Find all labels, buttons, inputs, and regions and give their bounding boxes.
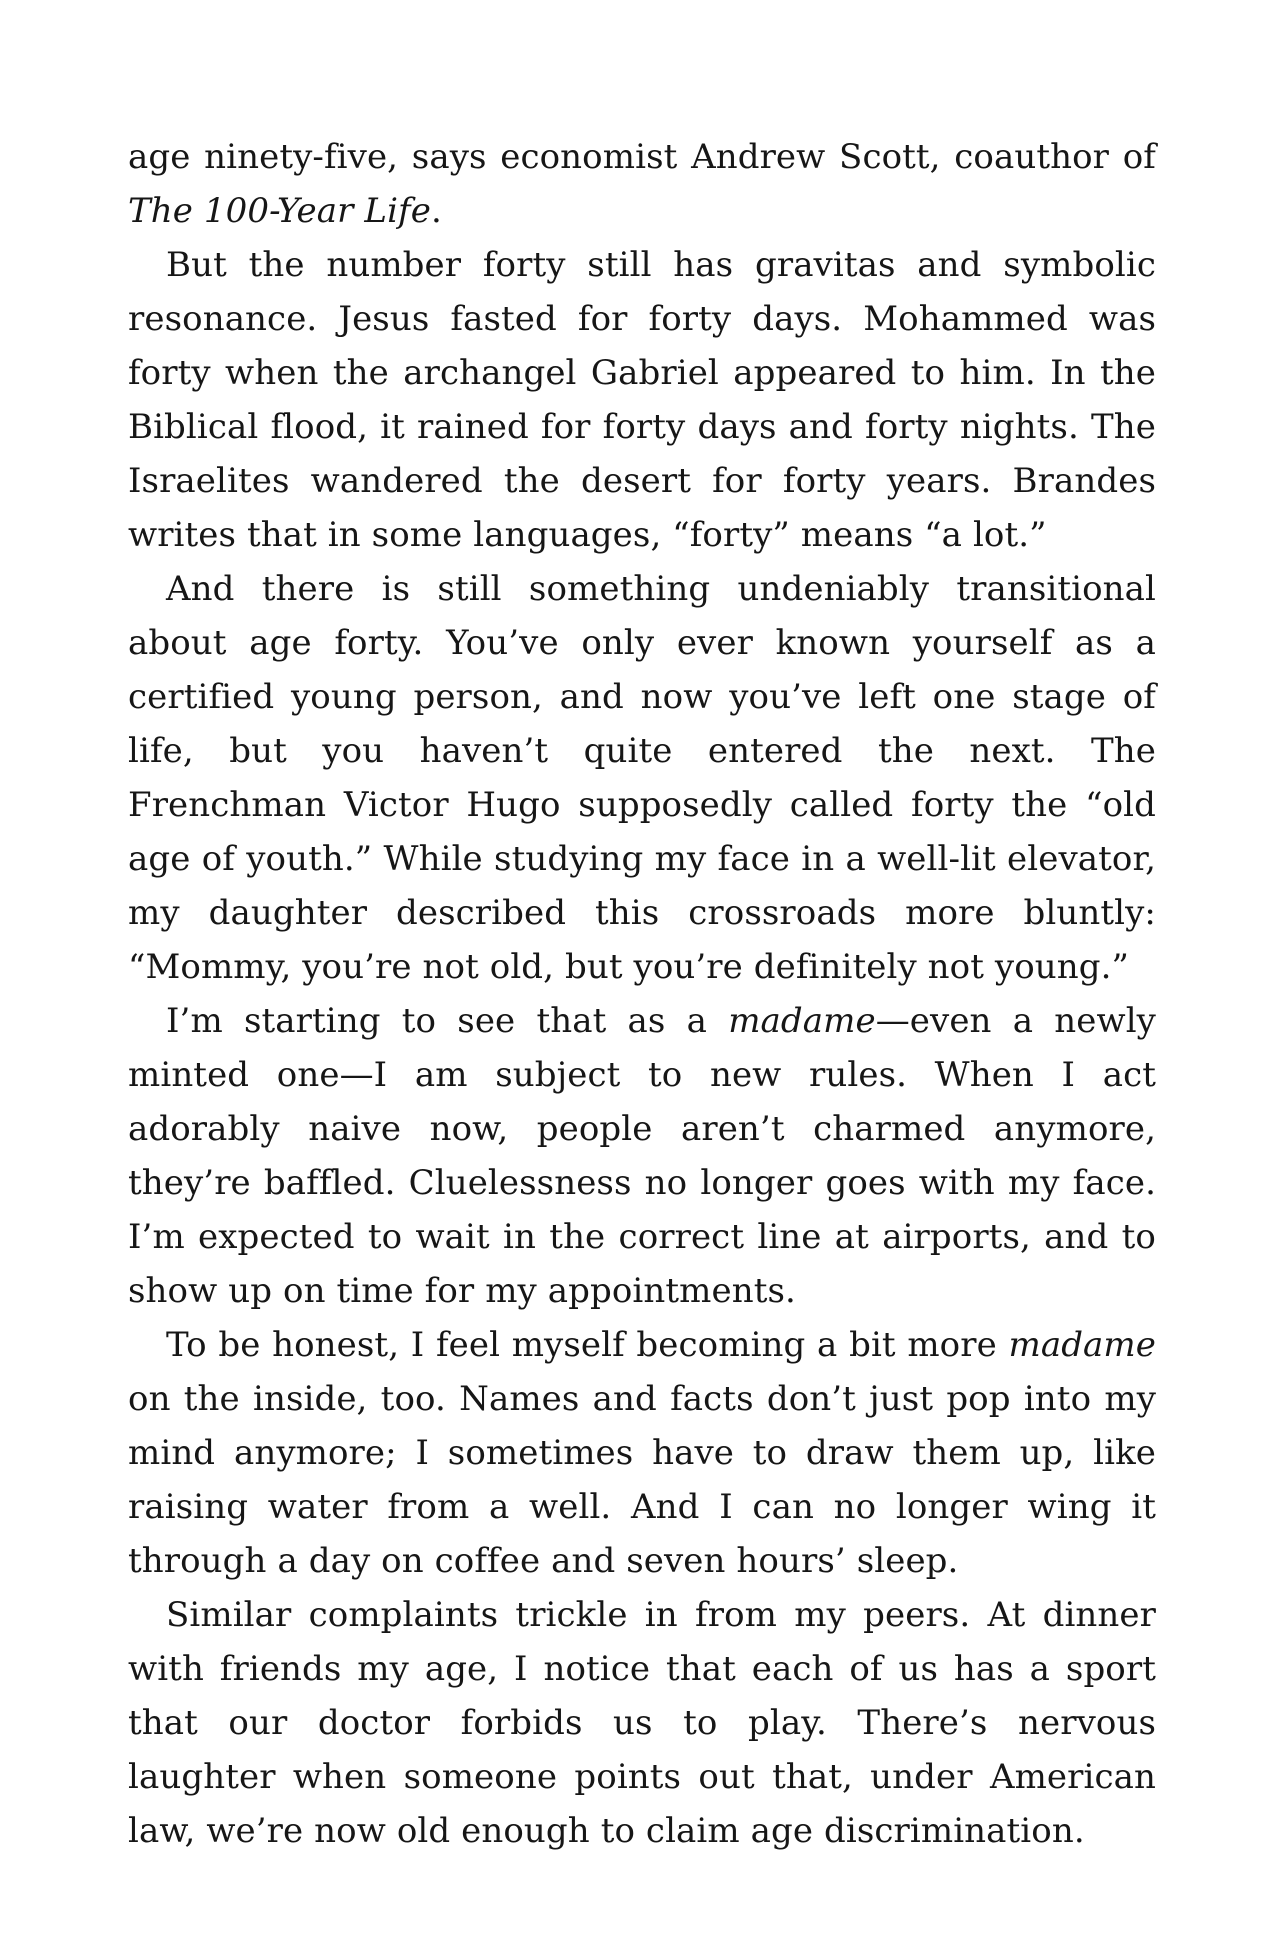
paragraph (128, 562, 1156, 994)
paragraph (128, 130, 1156, 238)
text-run: To be honest, I feel myself becoming a bit more (166, 1325, 1009, 1365)
paragraph (128, 238, 1156, 562)
text-run: But the number forty still has gravitas and symbolic resonance. Jesus fasted for forty days. Mohammed was forty when the archangel Gabriel appeared to him. In the Biblical flood, it rained for forty days and forty nights. The Israelites wandered the desert for forty years. Brandes writes that in some languages, “forty” means “a lot.” (128, 245, 1156, 555)
paragraph (128, 1588, 1156, 1858)
text-run: And there is still something undeniably transitional about age forty. You’ve only ever known yourself as a certified young person, and now you’ve left one stage of life, but you haven’t quite entered the next. The Frenchman Victor Hugo supposedly called forty the “old age of youth.” While studying my face in a well-lit elevator, my daughter described this crossroads more bluntly: “Mommy, you’re not old, but you’re definitely not young.” (128, 569, 1156, 987)
text-column (128, 130, 1156, 1858)
text-run: . (430, 191, 442, 231)
text-run: —even a newly minted one—I am subject to new rules. When I act adorably naive now, people aren’t charmed anymore, they’re baffled. Cluelessness no longer goes with my face. I’m expected to wait in the correct line at airports, and to show up on time for my appointments. (128, 1001, 1156, 1311)
text-run: on the inside, too. Names and facts don’t just pop into my mind anymore; I sometimes have to draw them up, like raising water from a well. And I can no longer wing it through a day on coffee and seven hours’ sleep. (128, 1379, 1156, 1581)
book-title-italic: The 100-Year Life (128, 191, 431, 231)
text-run: age ninety-five, says economist Andrew Scott, coauthor of (128, 137, 1156, 177)
french-word-italic: madame (728, 1001, 876, 1041)
text-run: Similar complaints trickle in from my peers. At dinner with friends my age, I notice that each of us has a sport that our doctor forbids us to play. There’s nervous laughter when someone points out that, under American law, we’re now old enough to claim age discrimination. (128, 1595, 1156, 1851)
french-word-italic: madame (1008, 1325, 1156, 1365)
paragraph (128, 994, 1156, 1318)
text-run: I’m starting to see that as a (166, 1001, 729, 1041)
paragraph (128, 1318, 1156, 1588)
